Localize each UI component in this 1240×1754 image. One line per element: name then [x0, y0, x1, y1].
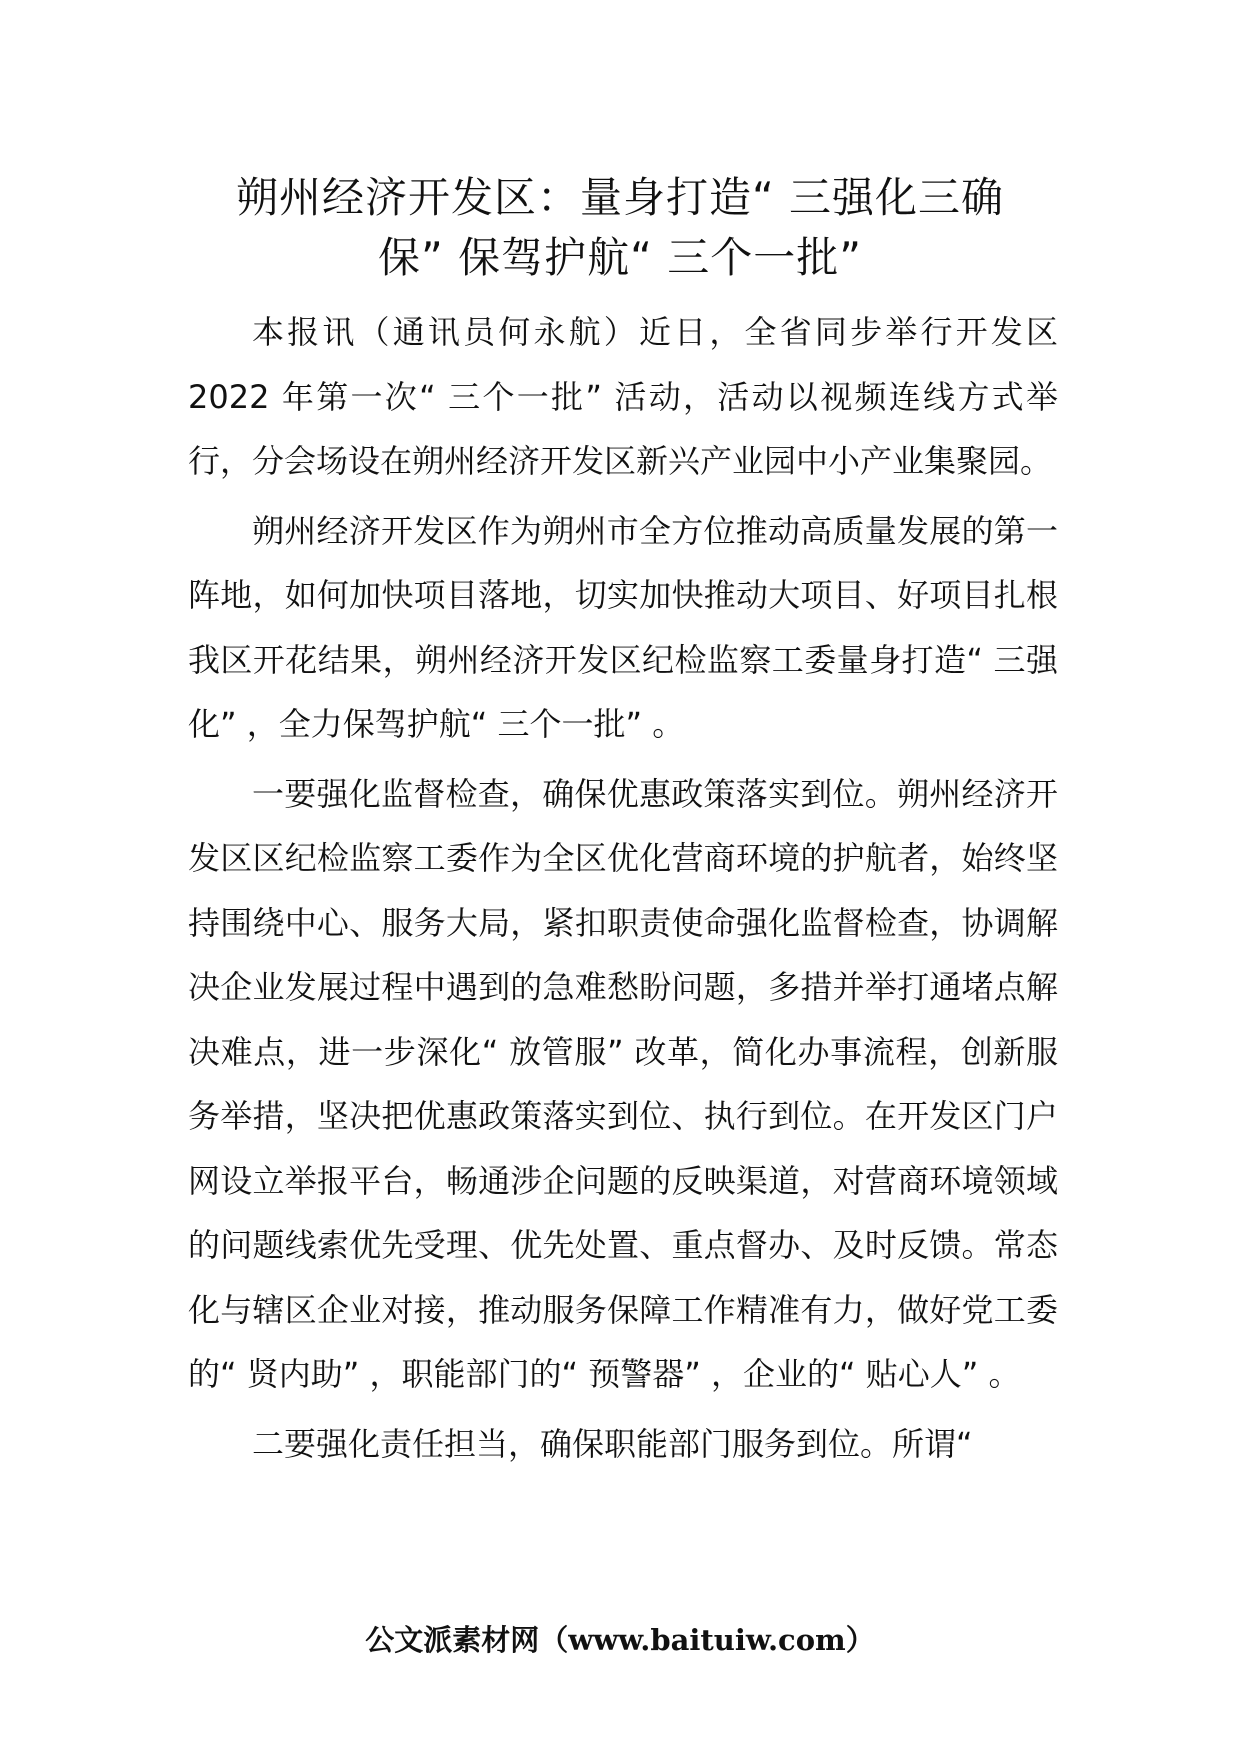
article-title-line-1: 朔州经济开发区：量身打造“ 三强化三确: [235, 173, 1005, 222]
paragraph-point-two: 二要强化责任担当，确保职能部门服务到位。所谓“: [252, 1424, 973, 1463]
article-title-line-2: 保” 保驾护航“ 三个一批”: [378, 233, 862, 282]
watermark-footer: 公文派素材网（www.baituiw.com）: [365, 1623, 875, 1657]
paragraph-intro: 本报讯（通讯员何永航）近日，全省同步举行开发区 2022 年第一次“ 三个一批” 活动，活动以视频连线方式举行，分会场设在朔州经济开发区新兴产业园中小产业集聚园。: [188, 313, 1058, 480]
article-title: [150, 168, 1090, 288]
article-body: [188, 300, 1058, 1481]
paragraph-point-one: 一要强化监督检查，确保优惠政策落实到位。朔州经济开发区区纪检监察工委作为全区优化营商环境的护航者，始终坚持围绕中心、服务大局，紧扣职责使命强化监督检查，协调解决企业发展过程中遇到的急难愁盼问题，多措并举打通堵点解决难点，进一步深化“ 放管服” 改革，简化办事流程，创新服务举措，坚决把优惠政策落实到位、执行到位。在开发区门户网设立举报平台，畅通涉企问题的反映渠道，对营商环境领域的问题线索优先受理、优先处置、重点督办、及时反馈。常态化与辖区企业对接，推动服务保障工作精准有力，做好党工委的“ 贤内助” ，职能部门的“ 预警器” ，企业的“ 贴心人” 。: [188, 774, 1058, 1393]
paragraph-background: 朔州经济开发区作为朔州市全方位推动高质量发展的第一阵地，如何加快项目落地，切实加快推动大项目、好项目扎根我区开花结果，朔州经济开发区纪检监察工委量身打造“ 三强化” ，全力保驾护航“ 三个一批” 。: [188, 511, 1058, 743]
